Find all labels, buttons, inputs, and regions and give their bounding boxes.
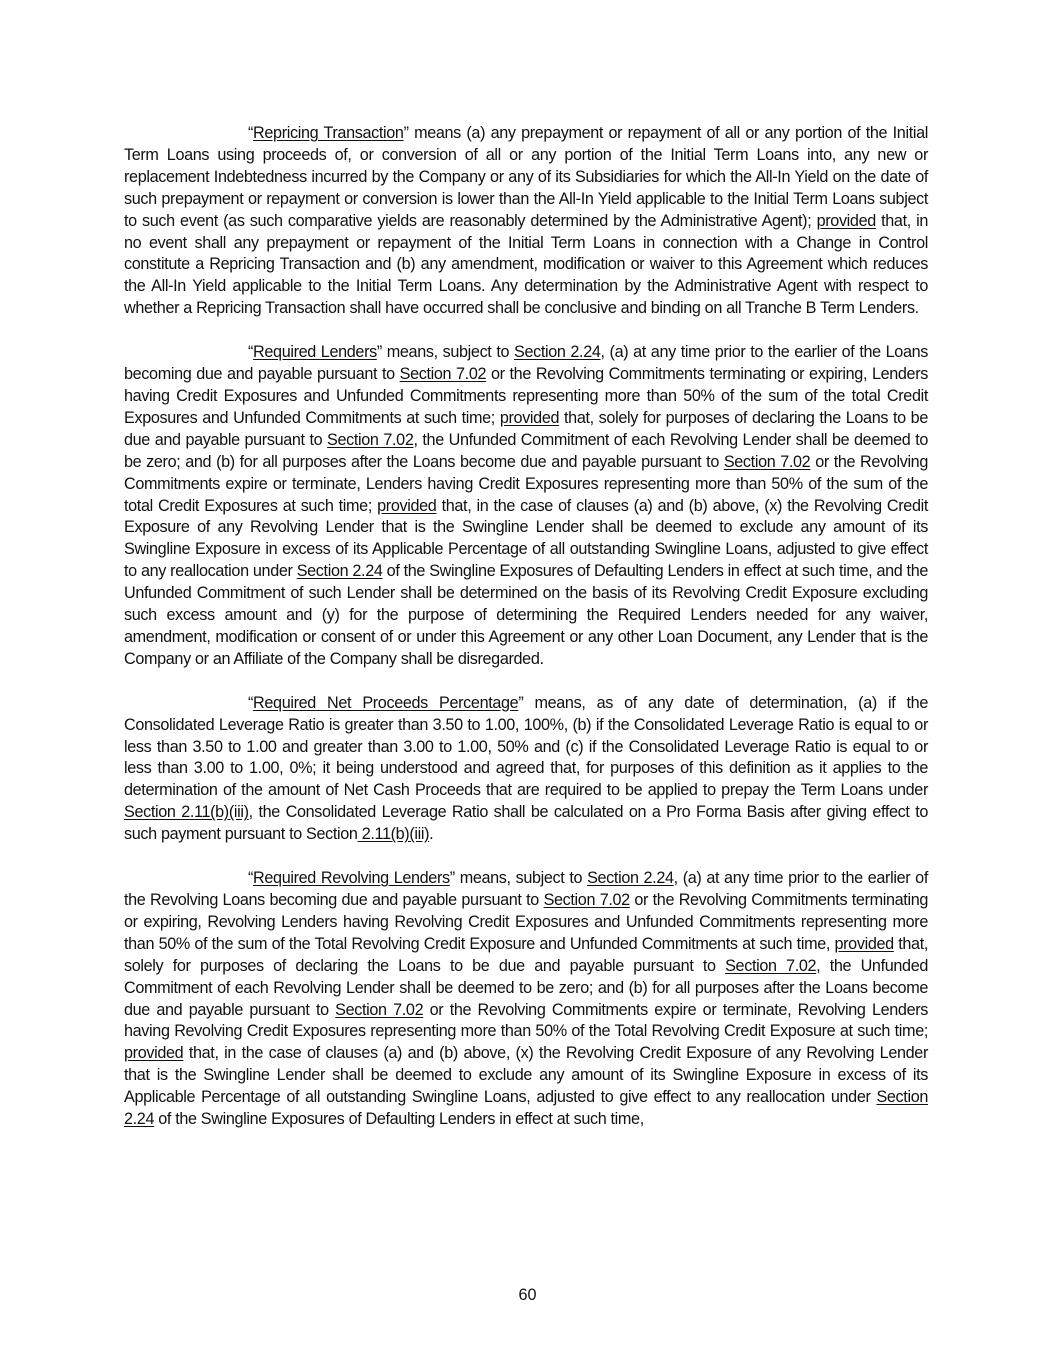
underlined-term: Required Lenders — [253, 343, 377, 362]
underlined-term: Section 2.24 — [296, 562, 383, 581]
page-number: 60 — [518, 1286, 537, 1304]
text-run: or the Revolving Commitments terminating or expiring, Lenders having Credit Exposures and Unfunded Commitments representing more than 50% of the sum of the total Credit Exposures and Unfunded Commitments at such time; — [124, 365, 928, 427]
underlined-term: Section 2.24 — [587, 869, 674, 888]
text-run: , (a) at any time prior to the earlier of the Revolving Loans becoming due and payable pursuant to — [124, 869, 928, 909]
text-run: that, in the case of clauses (a) and (b) above, (x) the Revolving Credit Exposure of any Revolving Lender that is the Swingline Lender shall be deemed to exclude any amount of its Swingline Exposure in excess of its Applicable Percentage of all outstanding Swingline Loans, adjusted to give effect to any reallocation under — [124, 1044, 928, 1107]
underlined-term: Section 7.02 — [543, 891, 630, 909]
underlined-term: Section 7.02 — [725, 956, 817, 975]
definition-required-net-proceeds-percentage — [124, 693, 928, 846]
text-run: that, in the case of clauses (a) and (b) above, (x) the Revolving Credit Exposure of any Revolving Lender that is the Swingline Lender shall be deemed to exclude any amount of its Swingline Exposure in excess of its Applicable Percentage of all outstanding Swingline Loans, adjusted to give effect to any reallocation under — [124, 496, 928, 581]
text-run: “ — [248, 869, 254, 888]
definition-required-revolving-lenders — [124, 868, 928, 1131]
underlined-term: provided — [816, 211, 876, 230]
text-run: or the Revolving Commitments terminating or expiring, Revolving Lenders having Revolving Credit Exposures and Unfunded Commitments representing more than 50% of the sum of the Total Revolving Credit Exposure and Unfunded Commitments at such time, — [124, 891, 929, 953]
underlined-term: provided — [499, 408, 560, 427]
text-run: ” means (a) any prepayment or repayment of all or any portion of the Initial Term Loans using proceeds of, or conversion of all or any portion of the Initial Term Loans into, any new or replacement Indebtedness incurred by the Company or any of its Subsidiaries for which the All-In Yield on the date of such prepayment or repayment or conversion is lower than the All-In Yield applicable to the Initial Term Loans subject to such event (as such comparative yields are reasonably determined by the Administrative Agent); — [124, 124, 928, 230]
text-run: that, in no event shall any prepayment or repayment of the Initial Term Loans in connection with a Change in Control constitute a Repricing Transaction and (b) any amendment, modification or waiver to this Agreement which reduces the All-In Yield applicable to the Initial Term Loans. Any determination by the Administrative Agent with respect to whether a Repricing Transaction shall have occurred shall be conclusive and binding on all Tranche B Term Lenders. — [124, 211, 928, 318]
text-run: “ — [248, 124, 254, 142]
text-run: of the Swingline Exposures of Defaulting Lenders in effect at such time, and the Unfunded Commitment of such Lender shall be determined on the basis of its Revolving Credit Exposure excluding such excess amount and (y) for the purpose of determining the Required Lenders needed for any waiver, amendment, modification or consent of or under this Agreement or any other Loan Document, any Lender that is the Company or an Affiliate of the Company shall be disregarded. — [124, 562, 929, 668]
text-run: , the Unfunded Commitment of each Revolving Lender shall be deemed to be zero; and (b) for all purposes after the Loans become due and payable pursuant to — [124, 430, 929, 471]
text-run: of the Swingline Exposures of Defaulting Lenders in effect at such time, — [154, 1110, 644, 1129]
text-run: or the Revolving Commitments expire or terminate, Lenders having Credit Exposures representing more than 50% of the sum of the total Credit Exposures at such time; — [124, 452, 928, 515]
underlined-term: provided — [377, 496, 437, 515]
document-body — [124, 123, 928, 1131]
text-run: ” means, subject to — [376, 343, 514, 362]
text-run: or the Revolving Commitments expire or terminate, Revolving Lenders having Revolving Credit Exposures representing more than 50% of the Total Revolving Credit Exposure at such time; — [124, 1000, 929, 1041]
underlined-term: Required Net Proceeds Percentage — [253, 693, 519, 712]
text-run: “ — [248, 343, 254, 362]
text-run: , (a) at any time prior to the earlier of the Loans becoming due and payable pursuant to — [124, 343, 928, 384]
underlined-term: Section 7.02 — [399, 365, 487, 384]
text-run: ” means, subject to — [449, 869, 588, 888]
text-run: , the Unfunded Commitment of each Revolving Lender shall be deemed to be zero; and (b) for all purposes after the Loans become due and payable pursuant to — [124, 956, 928, 1019]
underlined-term: Section 2.24 — [124, 1088, 928, 1129]
underlined-term: provided — [124, 1044, 184, 1063]
text-run: . — [429, 825, 434, 844]
text-run: “ — [248, 693, 254, 712]
underlined-term: Section 7.02 — [327, 430, 414, 449]
text-run: that, solely for purposes of declaring the Loans to be due and payable pursuant to — [124, 934, 928, 975]
text-run: ” means, as of any date of determination, (a) if the Consolidated Leverage Ratio is greater than 3.50 to 1.00, 100%, (b) if the Consolidated Leverage Ratio is equal to or less than 3.50 to 1.00 and greater than 3.00 to 1.00, 50% and (c) if the Consolidated Leverage Ratio is equal to or less than 3.00 to 1.00, 0%; it being understood and agreed that, for purposes of this definition as it applies to the determination of the amount of Net Cash Proceeds that are required to be applied to prepay the Term Loans under — [124, 693, 928, 800]
text-run: , the Consolidated Leverage Ratio shall be calculated on a Pro Forma Basis after giving effect to such payment pursuant to Section — [124, 803, 928, 844]
underlined-term: Section 2.24 — [514, 343, 601, 362]
underlined-term: Section 7.02 — [335, 1000, 424, 1019]
definition-required-lenders — [124, 342, 928, 671]
text-run: that, solely for purposes of declaring the Loans to be due and payable pursuant to — [124, 408, 928, 449]
underlined-term: 2.11(b)(iii) — [357, 825, 430, 844]
underlined-term: Required Revolving Lenders — [253, 869, 450, 888]
underlined-term: provided — [834, 934, 894, 953]
underlined-term: Section 7.02 — [723, 452, 811, 471]
definition-repricing-transaction — [124, 123, 928, 320]
underlined-term: Repricing Transaction — [253, 124, 404, 142]
underlined-term: Section 2.11(b)(iii) — [124, 803, 249, 822]
